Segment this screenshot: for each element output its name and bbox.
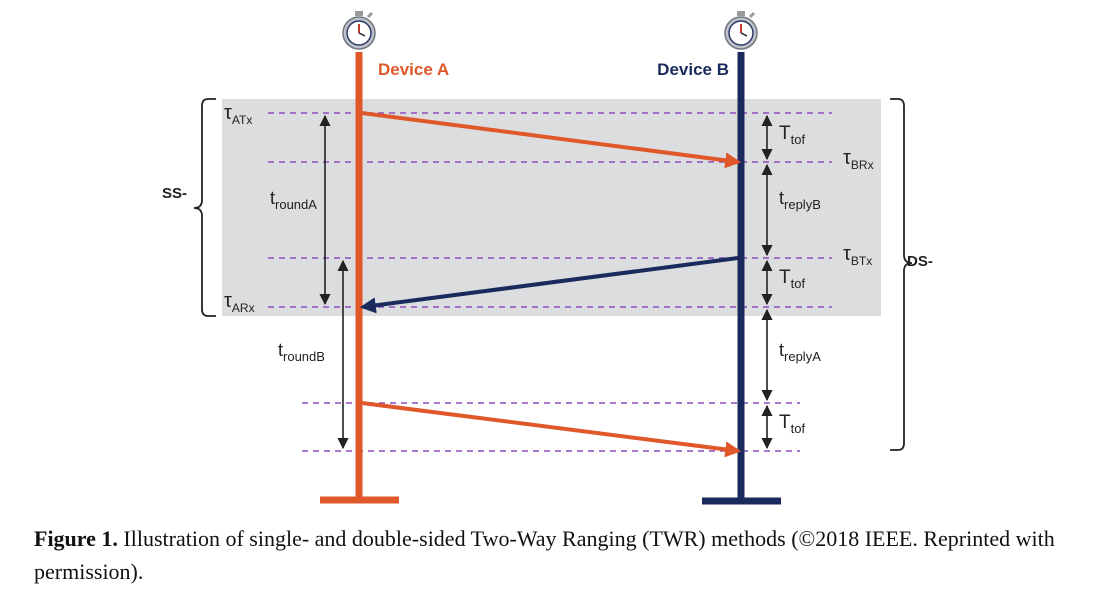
caption-lead: Figure 1. — [34, 526, 118, 551]
device-b-label: Device B — [657, 60, 729, 79]
figure-caption — [34, 522, 1084, 588]
interval-round-a: $t_{roundA}$ — [270, 188, 317, 212]
interval-tof-1: $T_{tof}$ — [779, 123, 806, 147]
interval-reply-b: $t_{replyB}$ — [779, 188, 821, 212]
message-final — [362, 403, 738, 451]
timestamp-b-rx: $\tau_{BRx}$ — [843, 147, 874, 172]
timestamp-a-rx: $\tau_{ARx}$ — [224, 290, 255, 315]
interval-reply-a: $t_{replyA}$ — [779, 340, 821, 364]
interval-tof-2: $T_{tof}$ — [779, 267, 806, 291]
stopwatch-icon — [343, 11, 375, 49]
ss-bracket — [194, 99, 216, 316]
device-a-label: Device A — [378, 60, 450, 79]
timestamp-b-tx: $\tau_{BTx}$ — [843, 243, 873, 268]
stopwatch-icon — [725, 11, 757, 49]
ss-label: SS- — [162, 185, 188, 202]
interval-round-b: $t_{roundB}$ — [278, 340, 325, 364]
caption-text: Illustration of single- and double-sided Two-Way Ranging (TWR) methods (©2018 IEEE. Reprinted with permission). — [34, 526, 1055, 584]
ds-label: DS- — [907, 253, 933, 270]
interval-tof-3: $T_{tof}$ — [779, 412, 806, 436]
timestamp-a-tx: $\tau_{ATx}$ — [224, 102, 253, 127]
ds-bracket — [890, 99, 912, 450]
